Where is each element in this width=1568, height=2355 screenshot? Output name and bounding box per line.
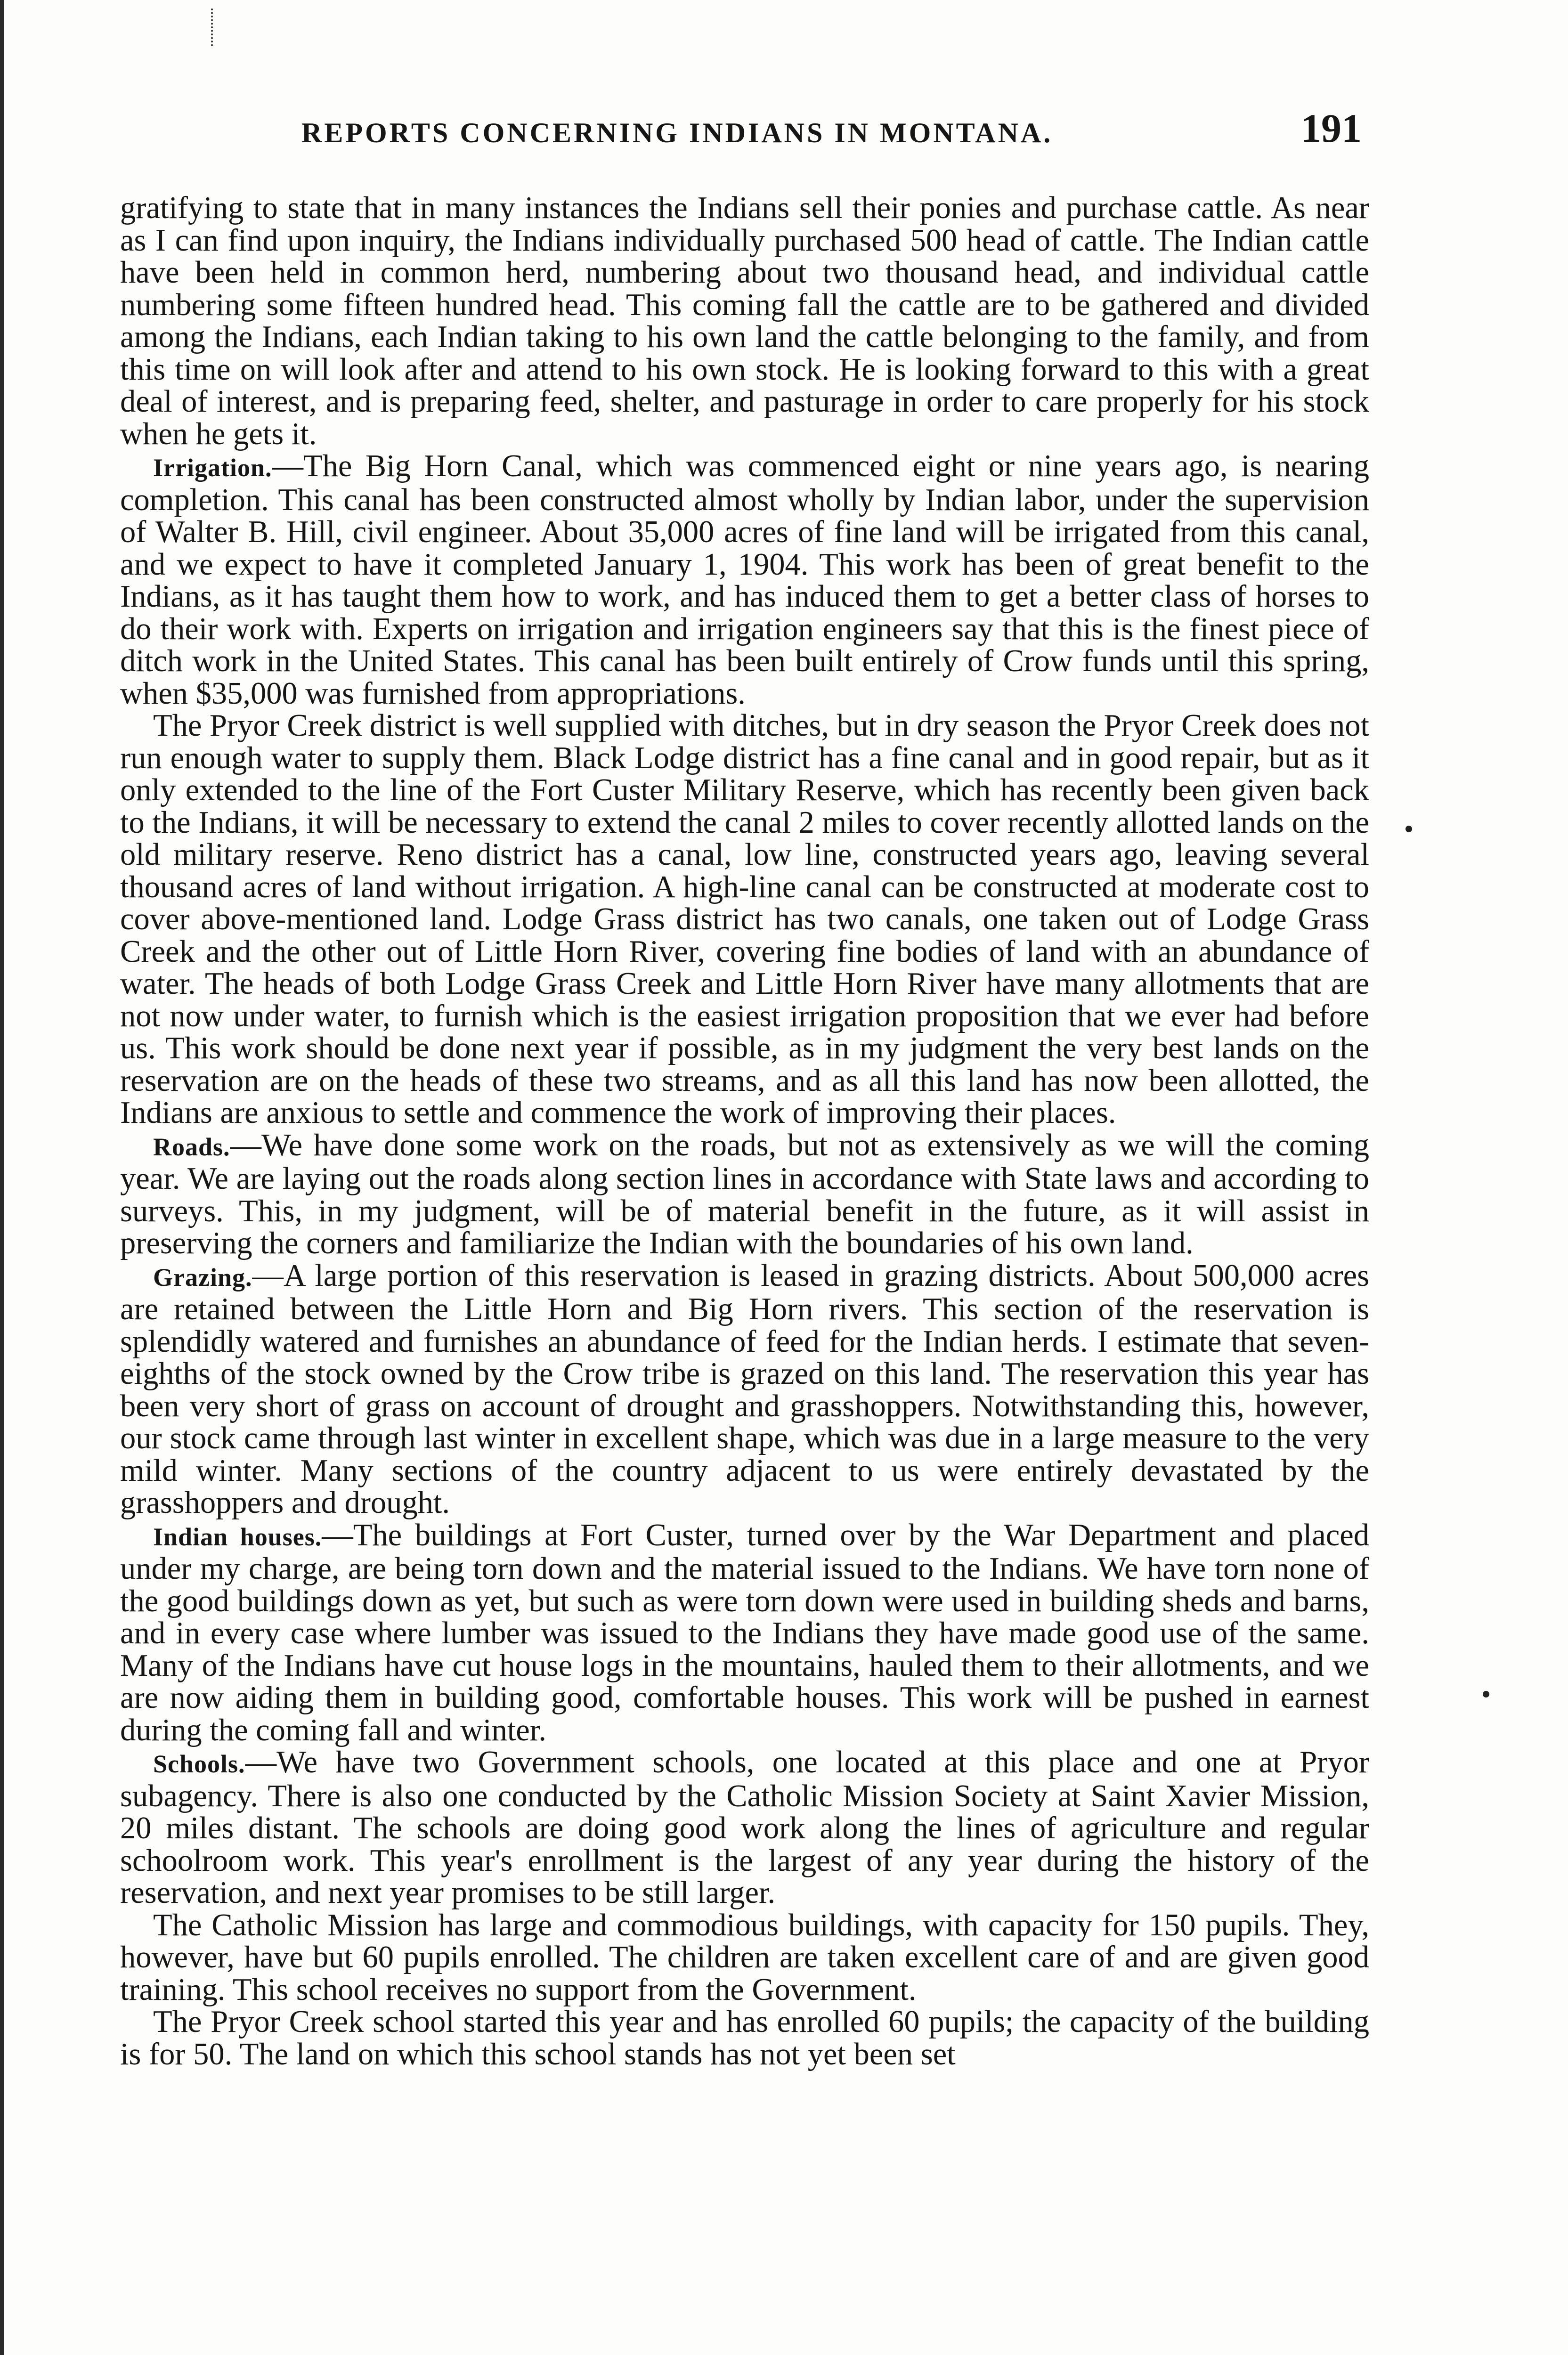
section-heading-indian-houses: Indian houses. xyxy=(153,1522,322,1551)
margin-speck xyxy=(1483,1691,1489,1697)
paragraph-schools xyxy=(120,1746,1369,1909)
section-heading-roads: Roads. xyxy=(153,1132,230,1161)
paragraph-text: —We have two Government schools, one located at this place and one at Pryor subagency. There is also one conducted by the Catholic Mission Society at Saint Xavier Mission, 20 miles distant. The schools are doing good work along the lines of agriculture and regular schoolroom work. This year's enrollment is the largest of any year during the history of the reservation, and next year promises to be still larger. xyxy=(120,1745,1369,1910)
paragraph-indian-houses xyxy=(120,1519,1369,1747)
paragraph-text: —The buildings at Fort Custer, turned over by the War Department and placed under my charge, are being torn down and the material issued to the Indians. We have torn none of the good buildings down as yet, but such as were torn down were used in building sheds and barns, and in every case where lumber was issued to the Indians they have made good use of the same. Many of the Indians have cut house logs in the mountains, hauled them to their allotments, and we are now aiding them in building good, comfortable houses. This work will be pushed in earnest during the coming fall and winter. xyxy=(120,1518,1369,1747)
paragraph-text: The Catholic Mission has large and commodious buildings, with capacity for 150 pupils. They, however, have but 60 pupils enrolled. The children are taken excellent care of and are given good training. This school receives no support from the Government. xyxy=(120,1908,1369,2007)
margin-speck xyxy=(1406,826,1412,832)
paragraph-roads xyxy=(120,1129,1369,1260)
page-number: 191 xyxy=(1301,106,1362,151)
running-title: REPORTS CONCERNING INDIANS IN MONTANA. xyxy=(301,117,1053,148)
scan-mark xyxy=(211,8,216,46)
paragraph-grazing xyxy=(120,1260,1369,1519)
section-heading-grazing: Grazing. xyxy=(153,1263,252,1291)
paragraph-districts xyxy=(120,710,1369,1129)
paragraph-text: —We have done some work on the roads, but not as extensively as we will the coming year. We are laying out the roads along section lines in accordance with State laws and according to surveys. This, in my judgment, will be of material benefit in the future, as it will assist in preserving the corners and familiarize the Indian with the boundaries of his own land. xyxy=(120,1128,1369,1260)
paragraph-catholic-mission xyxy=(120,1909,1369,2006)
section-heading-schools: Schools. xyxy=(153,1750,245,1778)
paragraph-pryor-creek-school xyxy=(120,2006,1369,2071)
paragraph-cattle xyxy=(120,192,1369,450)
paragraph-text: —A large portion of this reservation is leased in grazing districts. About 500,000 acres are retained between the Little Horn and Big Horn rivers. This section of the reservation is splendidly watered and furnishes an abundance of feed for the Indian herds. I estimate that seven-eighths of the stock owned by the Crow tribe is grazed on this land. The reservation this year has been very short of grass on account of drought and grasshoppers. Notwithstanding this, however, our stock came through last winter in excellent shape, which was due in a large measure to the very mild winter. Many sections of the country adjacent to us were entirely devastated by the grasshoppers and drought. xyxy=(120,1258,1369,1520)
paragraph-text: gratifying to state that in many instances the Indians sell their ponies and purchase cattle. As near as I can find upon inquiry, the Indians individually purchased 500 head of cattle. The Indian cattle have been held in common herd, numbering about two thousand head, and individual cattle numbering some fifteen hundred head. This coming fall the cattle are to be gathered and divided among the Indians, each Indian taking to his own land the cattle belonging to the family, and from this time on will look after and attend to his own stock. He is looking forward to this with a great deal of interest, and is preparing feed, shelter, and pasturage in order to care properly for his stock when he gets it. xyxy=(120,191,1369,451)
paragraph-irrigation xyxy=(120,450,1369,710)
section-heading-irrigation: Irrigation. xyxy=(153,454,272,482)
paragraph-text: —The Big Horn Canal, which was commenced eight or nine years ago, is nearing completion. This canal has been constructed almost wholly by Indian labor, under the supervision of Walter B. Hill, civil engineer. About 35,000 acres of fine land will be irrigated from this canal, and we expect to have it completed January 1, 1904. This work has been of great benefit to the Indians, as it has taught them how to work, and has induced them to get a better class of horses to do their work with. Experts on irrigation and irrigation engineers say that this is the finest piece of ditch work in the United States. This canal has been built entirely of Crow funds until this spring, when $35,000 was furnished from appropriations. xyxy=(120,449,1369,711)
paragraph-text: The Pryor Creek school started this year and has enrolled 60 pupils; the capacity of the building is for 50. The land on which this school stands has not yet been set xyxy=(120,2005,1369,2071)
paragraph-text: The Pryor Creek district is well supplied with ditches, but in dry season the Pryor Creek does not run enough water to supply them. Black Lodge district has a fine canal and in good repair, but as it only extended to the line of the Fort Custer Military Reserve, which has recently been given back to the Indians, it will be necessary to extend the canal 2 miles to cover recently allotted lands on the old military reserve. Reno district has a canal, low line, constructed years ago, leaving several thousand acres of land without irrigation. A high-line canal can be constructed at moderate cost to cover above-mentioned land. Lodge Grass district has two canals, one taken out of Lodge Grass Creek and the other out of Little Horn River, covering fine bodies of land with an abundance of water. The heads of both Lodge Grass Creek and Little Horn River have many allotments that are not now under water, to furnish which is the easiest irrigation proposition that we ever had before us. This work should be done next year if possible, as in my judgment the very best lands on the reservation are on the heads of these two streams, and as all this land has now been allotted, the Indians are anxious to settle and commence the work of improving their places. xyxy=(120,708,1369,1130)
report-body xyxy=(120,192,1369,2071)
scan-border-left xyxy=(0,0,4,2355)
